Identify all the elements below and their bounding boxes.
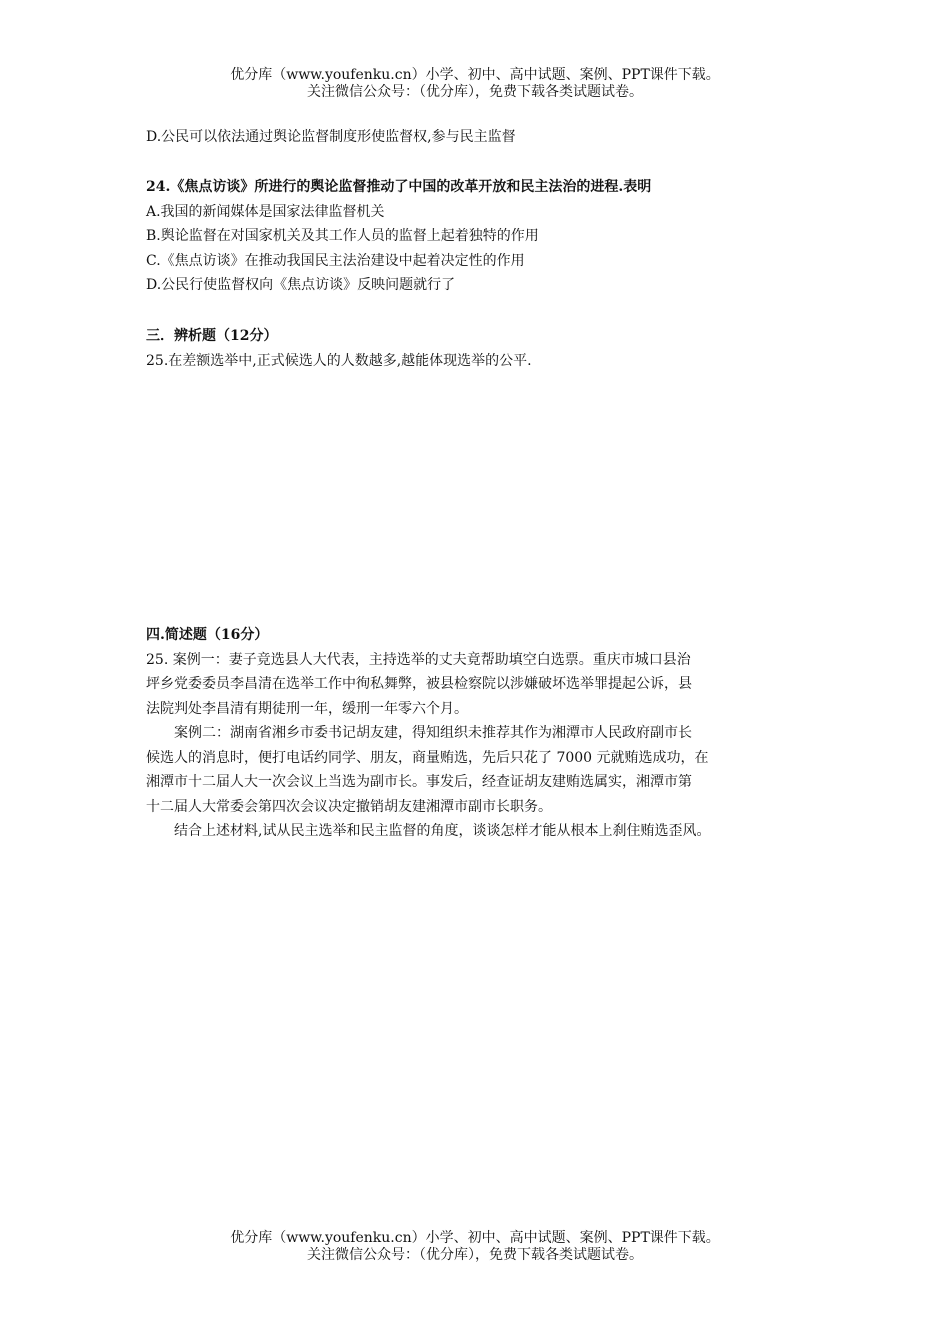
page-footer [0, 1230, 950, 1264]
footer-line-1: 优分库（www.youfenku.cn）小学、初中、高中试题、案例、PPT课件下载。 [230, 1230, 720, 1246]
case-1-line-3: 法院判处李昌清有期徒刑一年，缓刑一年零六个月。 [146, 700, 468, 717]
q23-option-d-block [146, 125, 826, 150]
footer-line-2: 关注微信公众号：（优分库），免费下载各类试题试卷。 [307, 1247, 643, 1263]
case-2-line-2: 候选人的消息时，便打电话约同学、朋友，商量贿选，先后只花了 7000 元就贿选成功，在 [146, 749, 709, 766]
section-3 [146, 324, 826, 373]
q24-option-c: C.《焦点访谈》在推动我国民主法治建设中起着决定性的作用 [146, 252, 525, 269]
q24-option-d: D.公民行使监督权向《焦点访谈》反映问题就行了 [146, 277, 456, 293]
case-1-line-1: 25. 案例一：妻子竞选县人大代表，主持选举的丈夫竟帮助填空白选票。重庆市城口县治 [146, 651, 691, 668]
case-2-line-4: 十二届人大常委会第四次会议决定撤销胡友建湘潭市副市长职务。 [146, 798, 552, 815]
section-3-title: 三．辨析题（12分） [146, 328, 278, 344]
q24-option-b: B.舆论监督在对国家机关及其工作人员的监督上起着独特的作用 [146, 228, 539, 244]
header-line-1: 优分库（www.youfenku.cn）小学、初中、高中试题、案例、PPT课件下载。 [230, 67, 720, 83]
section-4-title: 四.简述题（16分） [146, 627, 269, 643]
header-line-2: 关注微信公众号：（优分库），免费下载各类试题试卷。 [307, 84, 643, 100]
q24-option-a: A.我国的新闻媒体是国家法律监督机关 [146, 203, 385, 220]
q23-option-d: D.公民可以依法通过舆论监督制度形使监督权,参与民主监督 [146, 129, 516, 145]
case-2-line-3: 湘潭市十二届人大一次会议上当选为副市长。事发后，经查证胡友建贿选属实，湘潭市第 [146, 774, 692, 790]
section-3-question: 25.在差额选举中,正式候选人的人数越多,越能体现选举的公平. [146, 352, 532, 369]
question-24 [146, 175, 826, 298]
q24-stem: 24.《焦点访谈》所进行的舆论监督推动了中国的改革开放和民主法治的进程.表明 [146, 179, 652, 195]
section-4-prompt: 结合上述材料,试从民主选举和民主监督的角度，谈谈怎样才能从根本上刹住贿选歪风。 [174, 823, 711, 839]
case-1-line-2: 坪乡党委委员李昌清在选举工作中徇私舞弊，被县检察院以涉嫌破坏选举罪提起公诉，县 [146, 676, 692, 692]
case-2-line-1: 案例二：湖南省湘乡市委书记胡友建，得知组织未推荐其作为湘潭市人民政府副市长 [174, 725, 692, 741]
page-header [0, 67, 950, 101]
section-4 [146, 623, 826, 844]
